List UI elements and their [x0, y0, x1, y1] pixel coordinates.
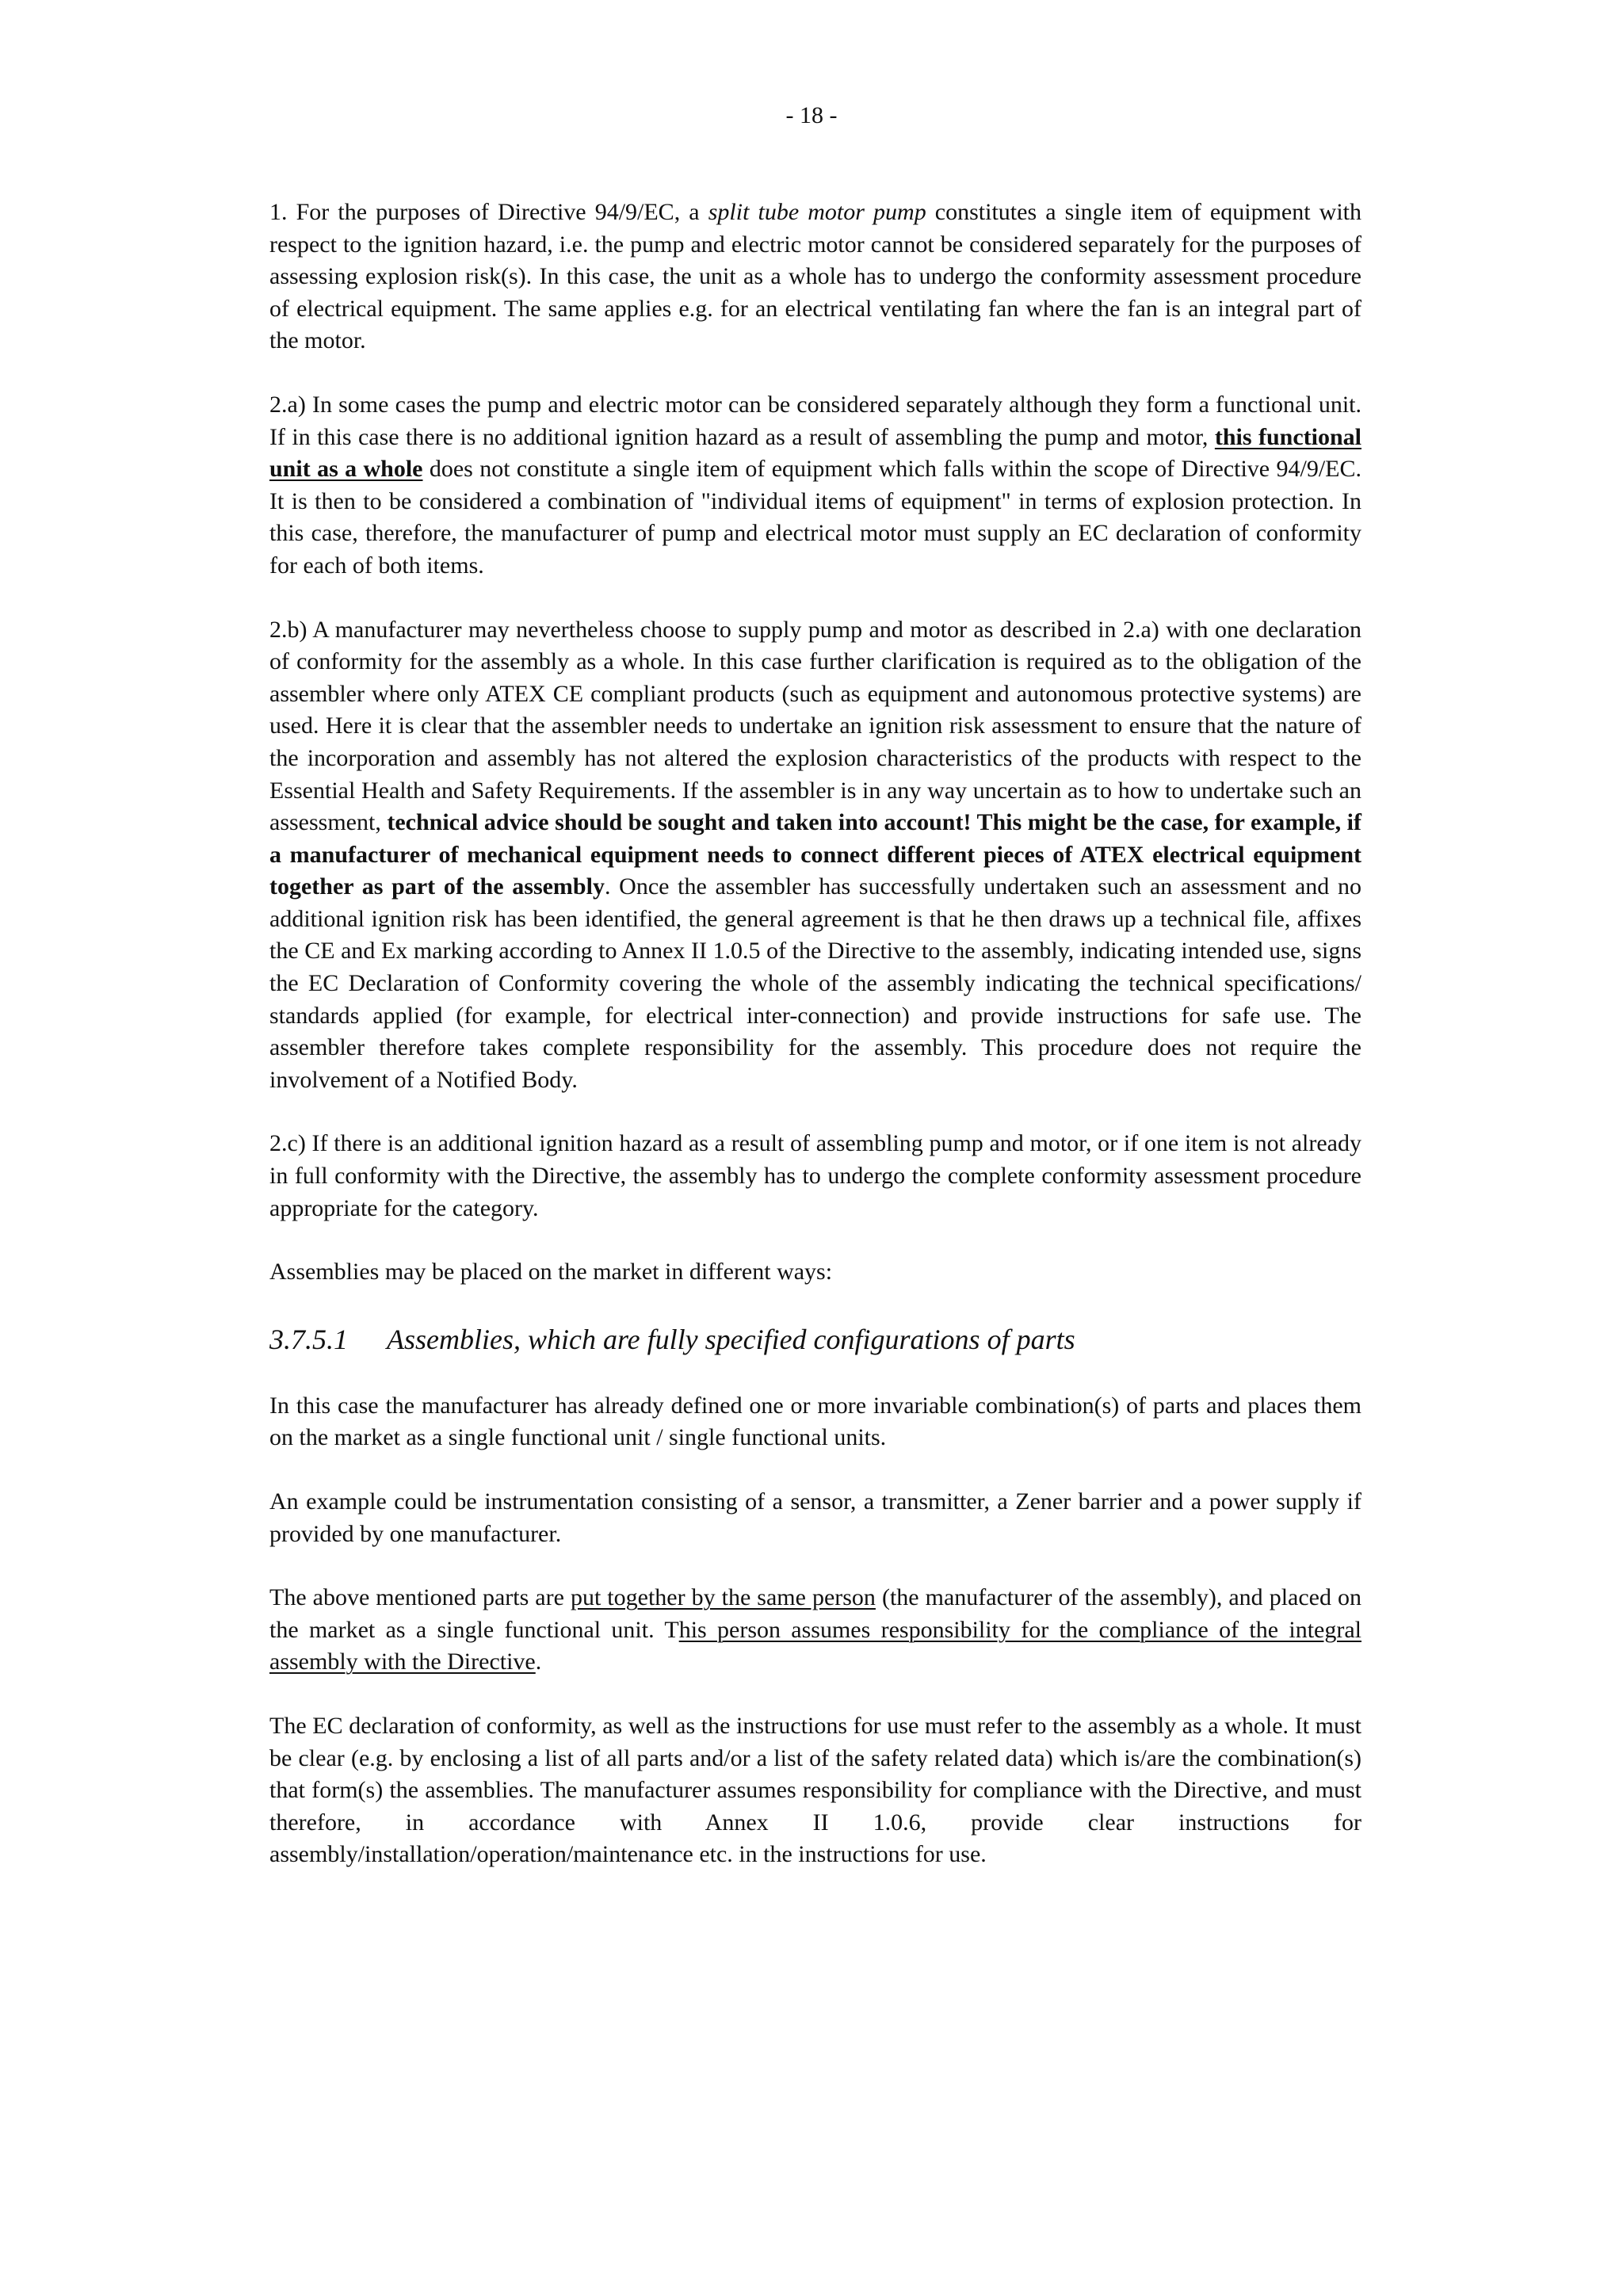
text-run: (the manufacturer of the assembly), and placed on the market as a single functional unit. T — [269, 1584, 1362, 1643]
text-run: 2.b) A manufacturer may nevertheless choose to supply pump and motor as described in 2.a) with one declaration of conformity for the assembly as a whole. In this case further clarification is required as to the obligation of the assembler where only ATEX CE compliant products (such as equipment and autonomous protective systems) are used. Here it is clear that the assembler needs to undertake an ignition risk assessment to ensure that the nature of the incorporation and assembly has not altered the explosion characteristics of the products with respect to the Essential Health and Safety Requirements. If the assembler is in any way uncertain as to how to undertake such an assessment, — [269, 616, 1361, 836]
italic-term: split tube motor pump — [708, 199, 926, 225]
underlined-phrase: his person assumes responsibility for the compliance of the integral assembly with the Directive — [269, 1616, 1361, 1675]
text-run: 2.a) In some cases the pump and electric motor can be considered separately although they form a functional unit. If in this case there is no additional ignition hazard as a result of assembling the pump and motor, — [269, 391, 1361, 450]
section-title: Assemblies, which are fully specified configurations of parts — [387, 1323, 1075, 1355]
paragraph-2b-single-declaration — [269, 614, 1361, 1097]
paragraph-1-split-tube-pump — [269, 197, 1361, 357]
section-heading — [269, 1320, 1361, 1358]
text-run: does not constitute a single item of equipment which falls within the scope of Directive 94/9/EC. It is then to be considered a combination of "individual items of equipment" in terms of explosion protection. In this case, therefore, the manufacturer of pump and electrical motor must supply an EC declaration of conformity for each of both items. — [269, 456, 1361, 579]
paragraph-assemblies-intro: Assemblies may be placed on the market in different ways: — [269, 1259, 833, 1286]
text-run: constitutes a single item of equipment with respect to the ignition hazard, i.e. the pump and electric motor cannot be considered separately for the purposes of assessing explosion risk(s). In this case, the unit as a whole has to undergo the conformity assessment procedure of electrical equipment. The same applies e.g. for an electrical ventilating fan where the fan is an integral part of the motor. — [269, 199, 1361, 354]
bold-underlined-phrase: this functional unit as a whole — [269, 423, 1361, 483]
underlined-phrase: put together by the same person — [570, 1584, 876, 1611]
text-run: . Once the assembler has successfully undertaken such an assessment and no additional ignition risk has been identified, the general agreement is that he then draws up a technical file, affixes the CE and Ex marking according to Annex II 1.0.5 of the Directive to the assembly, indicating intended use, signs the EC Declaration of Conformity covering the whole of the assembly indicating the technical specifications/ standards applied (for example, for electrical inter-connection) and provide instructions for safe use. The assembler therefore takes complete responsibility for the assembly. This procedure does not require the involvement of a Notified Body. — [269, 873, 1362, 1093]
paragraph-same-person — [269, 1582, 1361, 1679]
paragraph-manufacturer-defined: In this case the manufacturer has already defined one or more invariable combination(s) of parts and places them on the market as a single functional unit / single functional units. — [269, 1392, 1361, 1451]
paragraph-2a-separate-items — [269, 389, 1361, 583]
bold-advice-passage: technical advice should be sought and taken into account! This might be the case, for example, if a manufacturer of mechanical equipment needs to connect different pieces of ATEX electrical equipment together as part of the assembly — [269, 809, 1361, 900]
paragraph-2c-additional-hazard: 2.c) If there is an additional ignition hazard as a result of assembling pump and motor, or if one item is not already in full conformity with the Directive, the assembly has to undergo the complete conformity assessment procedure appropriate for the category. — [269, 1130, 1361, 1221]
section-number: 3.7.5.1 — [269, 1323, 348, 1355]
text-run: 1. For the purposes of Directive 94/9/EC, a — [269, 199, 708, 225]
page-body — [269, 197, 1361, 1903]
page-number: - 18 - — [785, 102, 838, 128]
paragraph-instrumentation-example: An example could be instrumentation consisting of a sensor, a transmitter, a Zener barrier and a power supply if provided by one manufacturer. — [269, 1488, 1361, 1547]
paragraph-ec-declaration: The EC declaration of conformity, as well as the instructions for use must refer to the assembly as a whole. It must be clear (e.g. by enclosing a list of all parts and/or a list of the safety related data) which is/are the combination(s) that form(s) the assemblies. The manufacturer assumes responsibility for compliance with the Directive, and must therefore, in accordance with Annex II 1.0.6, provide clear instructions for assembly/installation/operation/maintenance etc. in the instructions for use. — [269, 1712, 1361, 1868]
text-run: The above mentioned parts are — [269, 1584, 571, 1611]
text-run: . — [535, 1648, 542, 1675]
